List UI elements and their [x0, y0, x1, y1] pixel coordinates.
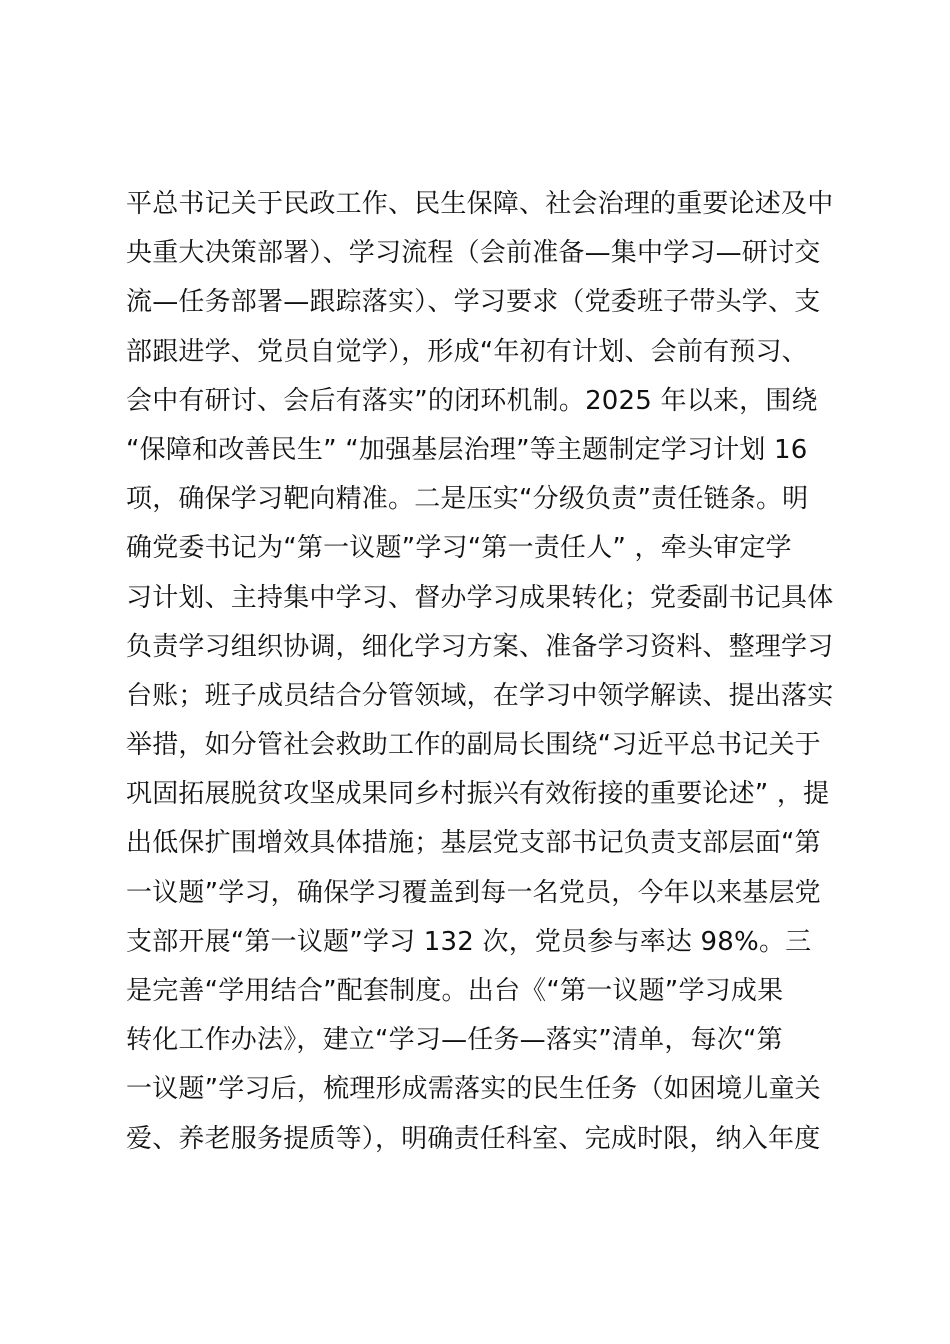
text-line: 习计划、主持集中学习、督办学习成果转化；党委副书记具体	[126, 582, 834, 613]
text-line: 部跟进学、党员自觉学），形成“年初有计划、会前有预习、	[126, 336, 808, 367]
text-line: 转化工作办法》，建立“学习—任务—落实”清单，每次“第	[126, 1025, 783, 1056]
text-line: 项，确保学习靶向精准。二是压实“分级负责”责任链条。明	[126, 484, 809, 515]
text-line: 举措，如分管社会救助工作的副局长围绕“习近平总书记关于	[126, 730, 821, 761]
text-line: 央重大决策部署）、学习流程（会前准备—集中学习—研讨交	[126, 238, 821, 269]
text-line: 是完善“学用结合”配套制度。出台《“第一议题”学习成果	[126, 976, 784, 1006]
text-line: 流—任务部署—跟踪落实）、学习要求（党委班子带头学、支	[126, 287, 821, 318]
text-line: 一议题”学习后，梳理形成需落实的民生任务（如困境儿童关	[126, 1074, 821, 1105]
text-line: 确党委书记为“第一议题”学习“第一责任人” ，牵头审定学	[126, 533, 792, 564]
text-line: 会中有研讨、会后有落实”的闭环机制。2025 年以来，围绕	[126, 385, 818, 416]
text-line: 平总书记关于民政工作、民生保障、社会治理的重要论述及中	[126, 189, 834, 219]
text-line: 巩固拓展脱贫攻坚成果同乡村振兴有效衔接的重要论述” ，提	[126, 779, 830, 810]
text-line: 支部开展“第一议题”学习 132 次，党员参与率达 98%。三	[126, 926, 812, 957]
text-line: 爱、养老服务提质等），明确责任科室、完成时限，纳入年度	[126, 1123, 821, 1154]
body-text	[126, 180, 846, 1164]
text-line: “保障和改善民生” “加强基层治理”等主题制定学习计划 16	[126, 434, 808, 465]
text-line: 一议题”学习，确保学习覆盖到每一名党员，今年以来基层党	[126, 877, 821, 908]
text-line: 台账；班子成员结合分管领域，在学习中领学解读、提出落实	[126, 680, 834, 711]
text-line: 出低保扩围增效具体措施；基层党支部书记负责支部层面“第	[126, 828, 821, 859]
text-line: 负责学习组织协调，细化学习方案、准备学习资料、整理学习	[126, 631, 834, 662]
